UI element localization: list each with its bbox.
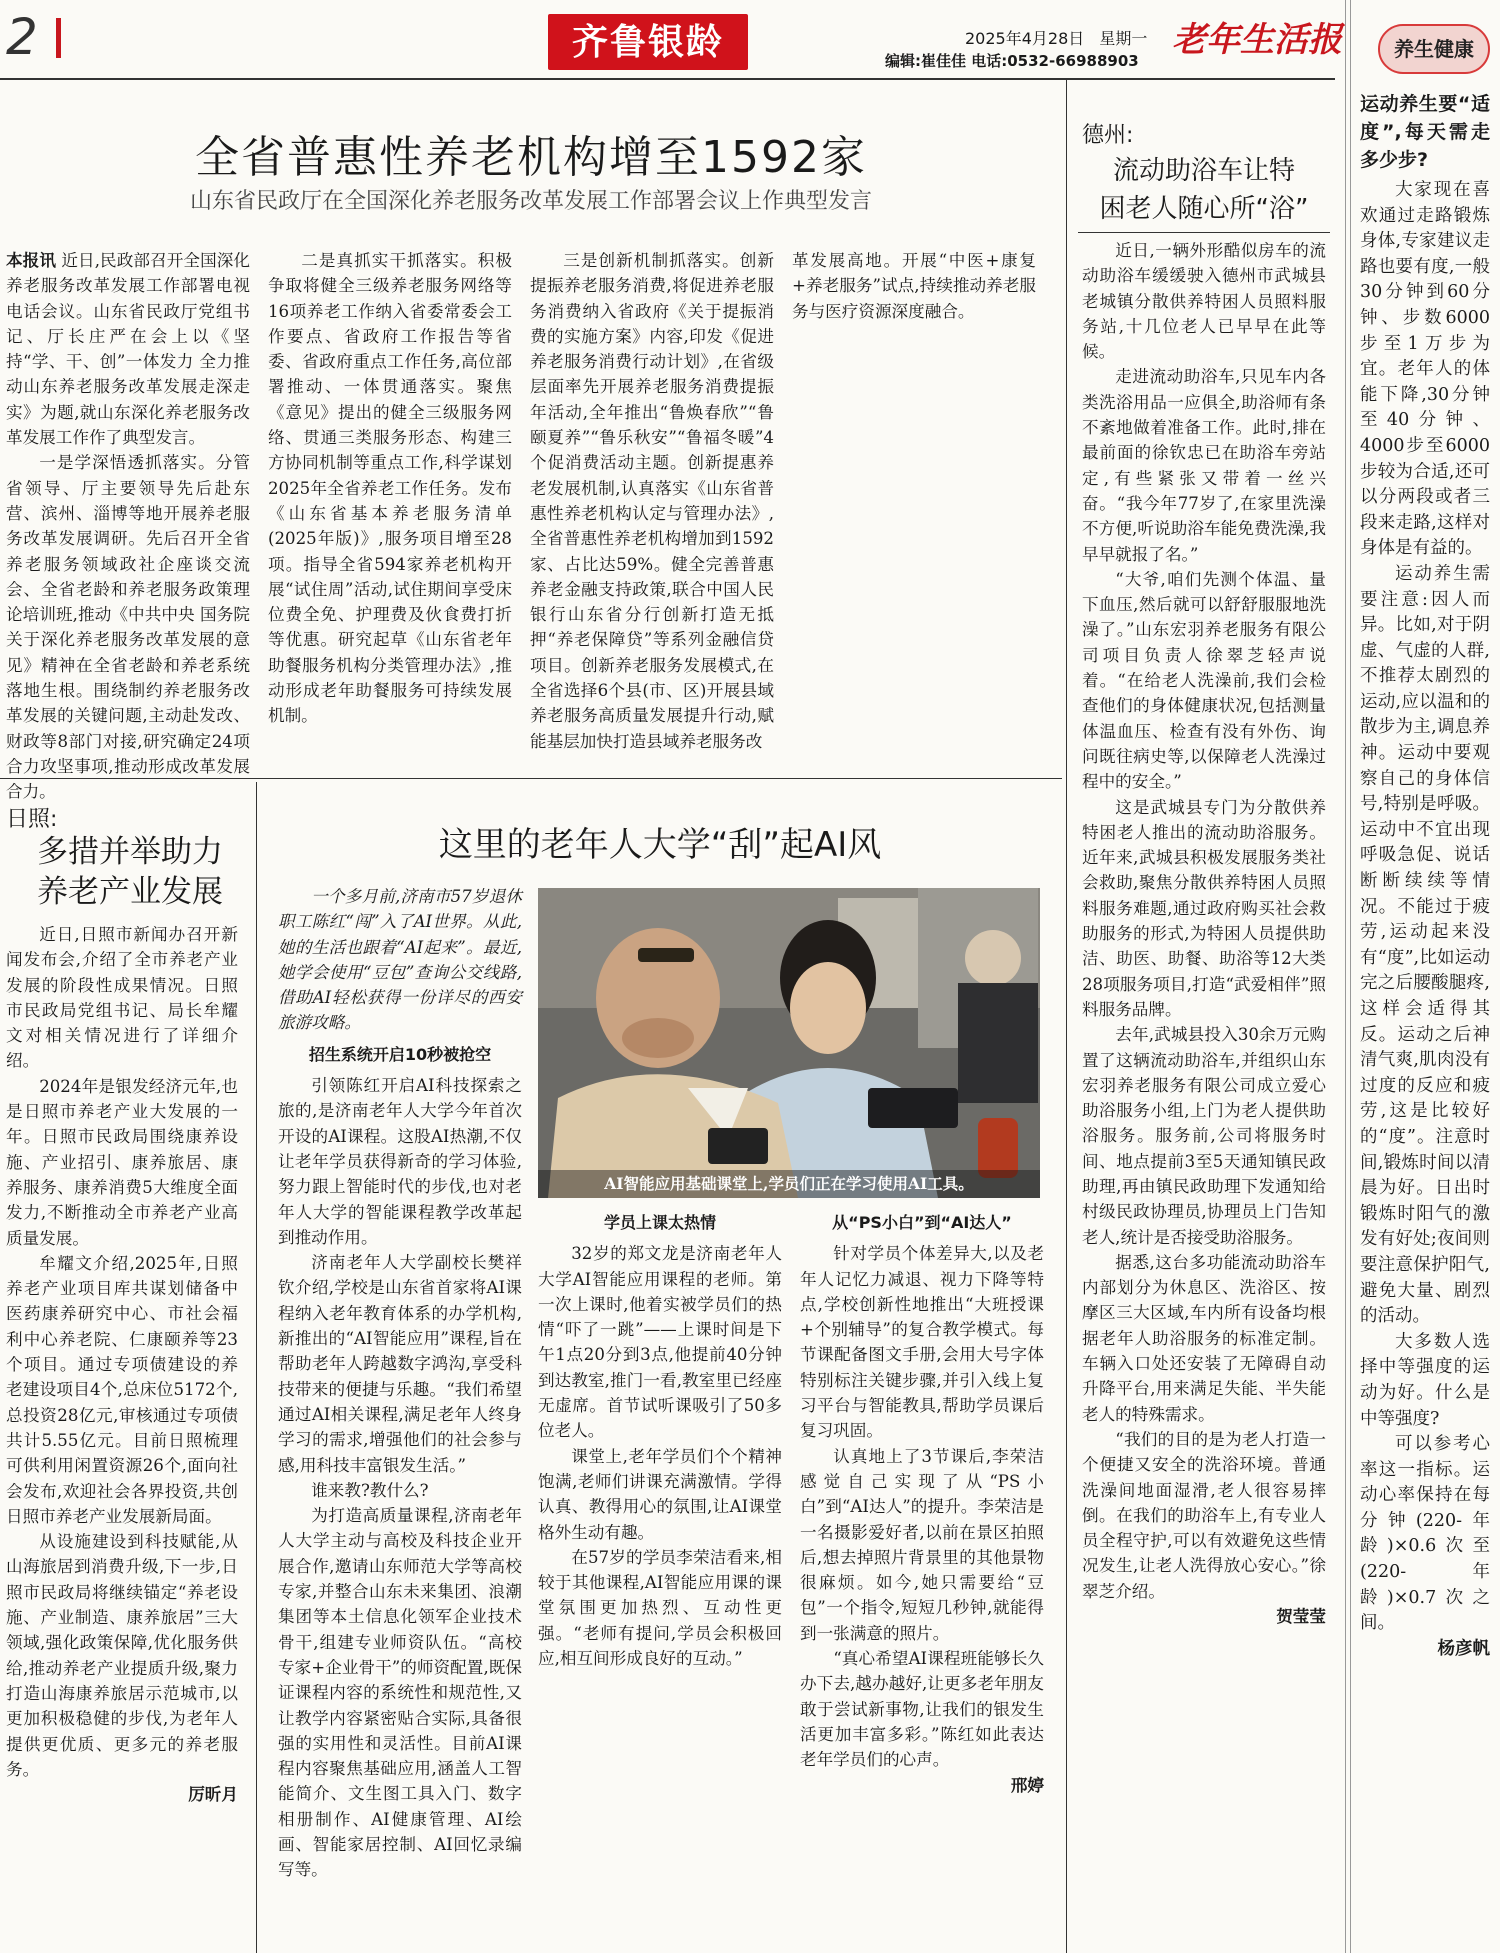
article5-para: 大多数人选择中等强度的运动为好。什么是中等强度? (1360, 1331, 1490, 1429)
photo-caption: AI智能应用基础课堂上,学员们正在学习使用AI工具。 (538, 1170, 1040, 1198)
page-number: 2 (6, 8, 38, 66)
article4-byline: 贺莹莹 (1276, 1607, 1326, 1627)
article3-intro: 一个多月前,济南市57岁退休职工陈红“闯”入了AI世界。从此,她的生活也跟着“AI起来”。最近,她学会使用“豆包”查询公交线路,借助AI轻松获得一份详尽的西安旅游攻略。 (278, 887, 522, 1033)
issue-date-line (965, 26, 1147, 49)
page-number-bar (56, 18, 61, 58)
side-section-name: 养生健康 (1394, 37, 1474, 61)
article4-para: 走进流动助浴车,只见车内各类洗浴用品一应俱全,助浴师有条不紊地做着准备工作。此时,排在最前面的徐钦忠已在助浴车旁站定,有些紧张又带着一丝兴奋。“我今年77岁了,在家里洗澡不方便,听说助浴车能免费洗澡,我早早就报了名。” (1082, 367, 1326, 564)
article5-para: 大家现在喜欢通过走路锻炼身体,专家建议走路也要有度,一般30分钟到60分钟、步数6000步至1万步为宜。老年人的体能下降,30分钟至40分钟、4000步至6000步较为合适,还可以分两段或者三段来走路,这样对身体是有益的。 (1360, 180, 1490, 559)
article5-para: 可以参考心率这一指标。运动心率保持在每分钟(220-年龄)×0.6次至(220-年龄)×0.7次之间。 (1360, 1434, 1490, 1634)
article1-para: 三是创新机制抓落实。创新提振养老服务消费,将促进养老服务消费纳入省政府《关于提振消费的实施方案》内容,印发《促进养老服务消费行动计划》,在省级层面率先开展养老服务消费提振年活动,全年推出“鲁焕春欣”“鲁颐夏养”“鲁乐秋安”“鲁福冬暖”4个促消费活动主题。创新提惠养老发展机制,认真落实《山东省普惠性养老机构认定与管理办法》,全省普惠性养老机构增加到1592家、占比达59%。健全完善普惠养老金融支持政策,联合中国人民银行山东省分行创新打造无抵押“养老保障贷”等系列金融信贷项目。创新养老服务发展模式,在全省选择6个县(市、区)开展县域养老服务高质量发展提升行动,赋能基层加快打造县域养老服务改 (530, 251, 774, 751)
article1-lead: 本报讯 (6, 251, 57, 270)
article3-col2 (538, 1204, 782, 1944)
article2-para: 近日,日照市新闻办召开新闻发布会,介绍了全市养老产业发展的阶段性成果情况。日照市民政局党组书记、局长牟耀文对相关情况进行了详细介绍。 (6, 925, 238, 1071)
article2-para: 2024年是银发经济元年,也是日照市养老产业大发展的一年。日照市民政局围绕康养设施、产业招引、康养旅居、康养服务、康养消费5大维度全面发力,不断推动全市养老产业高质量发展。 (6, 1076, 238, 1248)
article4-title-1: 流动助浴车让特 (1112, 156, 1295, 186)
article3-para: 济南老年人大学副校长樊祥钦介绍,学校是山东省首家将AI课程纳入老年教育体系的办学机构,新推出的“AI智能应用”课程,旨在帮助老年人跨越数字鸿沟,享受科技带来的便捷与乐趣。“我们希望通过AI相关课程,满足老年人终身学习的需求,增强他们的社会参与感,用科技丰富银发生活。” (278, 1253, 522, 1475)
issue-date: 2025年4月28日 (965, 29, 1085, 48)
article1-col4 (792, 248, 1036, 768)
article1-para: 一是学深悟透抓落实。分管省领导、厅主要领导先后赴东营、滨州、淄博等地开展养老服务改革发展调研。先后召开全省养老服务领域政社企座谈交流会、全省老龄和养老服务政策理论培训班,推动《中共中央 国务院关于深化养老服务改革发展的意见》精神在全省老龄和养老系统落地生根。围绕制约养老服务改革发展的关键问题,主动赴发改、财政等8部门对接,研究确定24项合力攻坚事项,推动形成改革发展合力。 (6, 453, 250, 802)
article3-col3 (800, 1204, 1044, 1944)
article1-col3 (530, 248, 774, 768)
article5-para: 运动养生需要注意:因人而异。比如,对于阴虚、气虚的人群,不推荐太剧烈的运动,应以温和的散步为主,调息养神。运动中要观察自己的身体信号,特别是呼吸。运动中不宜出现呼吸急促、说话断断续续等情况。不能过于疲劳,运动起来没有“度”,比如运动完之后腰酸腿疼,这样会适得其反。运动之后神清气爽,肌肉没有过度的反应和疲劳,这是比较好的“度”。注意时间,锻炼时间以清晨为好。日出时锻炼时阳气的激发有好处;夜间则要注意保护阳气,避免大量、剧烈的活动。 (1360, 563, 1490, 1327)
article4-title-2: 困老人随心所“浴” (1099, 194, 1309, 224)
article5-title: 运动养生要“适度”,每天需走多少步? (1360, 93, 1490, 171)
issue-weekday: 星期一 (1099, 29, 1148, 48)
classroom-photo (538, 888, 1040, 1198)
article4-para: 近日,一辆外形酷似房车的流动助浴车缓缓驶入德州市武城县老城镇分散供养特困人员照料服务站,十几位老人已早早在此等候。 (1082, 241, 1326, 362)
article3-subhead-1: 招生系统开启10秒被抢空 (308, 1044, 492, 1064)
article2-right-rule (256, 782, 257, 1953)
article3-para: 为打造高质量课程,济南老年人大学主动与高校及科技企业开展合作,邀请山东师范大学等高校专家,并整合山东未来集团、浪潮集团等本土信息化领军企业技术骨干,组建专业师资队伍。“高校专家+企业骨干”的师资配置,既保证课程内容的系统性和规范性,又让教学内容紧密贴合实际,具备很强的实用性和灵活性。目前AI课程内容聚焦基础应用,涵盖人工智能简介、文生图工具入门、数字相册制作、AI健康管理、AI绘画、智能家居控制、AI回忆录编写等。 (278, 1506, 522, 1880)
article1-col2 (268, 248, 512, 768)
side-rule-inner (1350, 0, 1351, 1953)
article3-col1 (278, 884, 522, 1944)
article3-para: 认真地上了3节课后,李荣洁感觉自己实现了从“PS小白”到“AI达人”的提升。李荣洁是一名摄影爱好者,以前在景区拍照后,想去掉照片背景里的其他景物很麻烦。如今,她只需要给“豆包”一个指令,短短几秒钟,就能得到一张满意的照片。 (800, 1446, 1044, 1643)
article4-para: 这是武城县专门为分散供养特困老人推出的流动助浴服务。近年来,武城县积极发展服务类社会救助,聚焦分散供养特困人员照料服务难题,通过政府购买社会救助服务的形式,为特困人员提供助洁、助医、助餐、助浴等12大类28项服务项目,打造“武爱相伴”照料服务品牌。 (1082, 797, 1326, 1019)
article3-subhead-3: 从“PS小白”到“AI达人” (832, 1213, 1012, 1232)
article2-body (6, 922, 238, 1942)
side-rule-left (1345, 0, 1346, 1953)
article3-para: 课堂上,老年学员们个个精神饱满,老师们讲课充满激情。学得认真、教得用心的氛围,让AI课堂格外生动有趣。 (538, 1446, 782, 1542)
article3-byline: 邢婷 (1010, 1775, 1044, 1795)
classroom-photo-art (538, 888, 1040, 1198)
article2-title-1: 多措并举助力 (37, 834, 223, 870)
article2-title-2: 养老产业发展 (37, 874, 223, 910)
lead-subheadline: 山东省民政厅在全国深化养老服务改革发展工作部署会议上作典型发言 (189, 189, 872, 214)
masthead-logo: 老年生活报 (1172, 20, 1342, 60)
article2-byline: 厉昕月 (188, 1785, 238, 1805)
article1-bottom-rule (0, 778, 1062, 779)
article3-para: “真心希望AI课程班能够长久办下去,越办越好,让更多老年朋友敢于尝试新事物,让我们的银发生活更加丰富多彩。”陈红如此表达老年学员们的心声。 (800, 1649, 1044, 1770)
article1-para: 革发展高地。开展“中医+康复+养老服务”试点,持续推动养老服务与医疗资源深度融合。 (792, 251, 1036, 321)
article2-para: 牟耀文介绍,2025年,日照养老产业项目库共谋划储备中医药康养研究中心、市社会福利中心养老院、仁康颐养等23个项目。通过专项债建设的养老建设项目4个,总床位5172个,总投资28亿元,审核通过专项债共计5.55亿元。目前日照梳理可供利用闲置资源26个,面向社会发布,欢迎社会各界投资,共创日照市养老产业发展新局面。 (6, 1253, 238, 1526)
article1-para: 二是真抓实干抓落实。积极争取将健全三级养老服务网络等16项养老工作纳入省委常委会工作要点、省政府工作报告等省委、省政府重点工作任务,高位部署推动、一体贯通落实。聚焦《意见》提出的健全三级服务网络、贯通三类服务形态、构建三方协同机制等重点工作,科学谋划2025年全省养老工作任务。发布《山东省基本养老服务清单(2025年版)》,服务项目增至28项。指导全省594家养老机构开展“试住周”活动,试住期间享受床位费全免、护理费及伙食费打折等优惠。研究起草《山东省老年助餐服务机构分类管理办法》,推动形成老年助餐服务可持续发展机制。 (268, 251, 512, 726)
article3-subhead-2: 学员上课太热情 (603, 1213, 716, 1232)
article5-byline: 杨彦帆 (1437, 1638, 1490, 1659)
article3-para: 在57岁的学员李荣洁看来,相较于其他课程,AI智能应用课的课堂氛围更加热烈、互动性更强。“老师有提问,学员会积极回应,相互间形成良好的互动。” (538, 1547, 782, 1669)
article4-title-rule (1078, 232, 1330, 233)
lead-headline: 全省普惠性养老机构增至1592家 (195, 132, 867, 183)
article4-para: 去年,武城县投入30余万元购置了这辆流动助浴车,并组织山东宏羽养老服务有限公司成立爱心助浴服务小组,上门为老人提供助浴服务。服务前,公司将服务时间、地点提前3至5天通知镇民政助理,再由镇民政助理下发通知给村级民政协理员,协理员上门告知老人,统计是否接受助浴服务。 (1082, 1025, 1326, 1247)
article4-para: “我们的目的是为老人打造一个便捷又安全的洗浴环境。普通洗澡间地面湿滑,老人很容易摔倒。在我们的助浴车上,有专业人员全程守护,可以有效避免这些情况发生,让老人洗得放心安心。”徐翠芝介绍。 (1082, 1429, 1326, 1601)
article2-place: 日照: (6, 807, 58, 832)
header-rule (0, 78, 1335, 80)
article3-para: 引领陈红开启AI科技探索之旅的,是济南老年人大学今年首次开设的AI课程。这股AI热潮,不仅让老年学员获得新奇的学习体验,努力跟上智能时代的步伐,也对老年人大学的智能课程教学改革起到推动作用。 (278, 1076, 522, 1247)
article4-para: “大爷,咱们先测个体温、量下血压,然后就可以舒舒服服地洗澡了。”山东宏羽养老服务有限公司项目负责人徐翠芝轻声说着。“在给老人洗澡前,我们会检查他们的身体健康状况,包括测量体温血压、检查有没有外伤、询问既往病史等,以保障老人洗澡过程中的安全。” (1082, 569, 1326, 792)
article4-body (1082, 238, 1326, 1946)
section-name: 齐鲁银龄 (571, 21, 724, 63)
article3-para: 谁来教?教什么? (311, 1480, 429, 1500)
article4-place: 德州: (1082, 123, 1134, 148)
article3-para: 针对学员个体差异大,以及老年人记忆力减退、视力下降等特点,学校创新性地推出“大班授课+个别辅导”的复合教学模式。每节课配备图文手册,会用大号字体特别标注关键步骤,并引入线上复习平台与智能教具,帮助学员课后复习巩固。 (800, 1244, 1044, 1441)
article1-para: 近日,民政部召开全国深化养老服务改革发展工作部署电视电话会议。山东省民政厅党组书记、厅长庄严在会上以《坚持“学、干、创”一体发力 全力推动山东养老服务改革发展走深走实》为题,就山东深化养老服务改革发展工作作了典型发言。 (6, 251, 251, 448)
article5-body (1360, 178, 1490, 1946)
article1-right-rule (1066, 80, 1067, 1953)
article1-col1 (6, 248, 251, 802)
article3-para: 32岁的郑文龙是济南老年人大学AI智能应用课程的老师。第一次上课时,他着实被学员们的热情“吓了一跳”——上课时间是下午1点20分到3点,他提前40分钟到达教室,推门一看,教室里已经座无虚席。首节试听课吸引了50多位老人。 (538, 1244, 782, 1441)
article3-headline: 这里的老年人大学“刮”起AI风 (438, 825, 882, 865)
article2-para: 从设施建设到科技赋能,从山海旅居到消费升级,下一步,日照市民政局将继续锚定“养老设施、产业制造、康养旅居”三大领域,强化政策保障,优化服务供给,推动养老产业提质升级,聚力打造山海康养旅居示范城市,以更加积极稳健的步伐,为老年人提供更优质、更多元的养老服务。 (6, 1532, 238, 1779)
article4-para: 据悉,这台多功能流动助浴车内部划分为休息区、洗浴区、按摩区三大区域,车内所有设备均根据老年人助浴服务的标准定制。车辆入口处还安装了无障碍自动升降平台,用来满足失能、半失能老人的特殊需求。 (1082, 1252, 1326, 1424)
editor-info: 编辑:崔佳佳 电话:0532-66988903 (885, 52, 1139, 70)
